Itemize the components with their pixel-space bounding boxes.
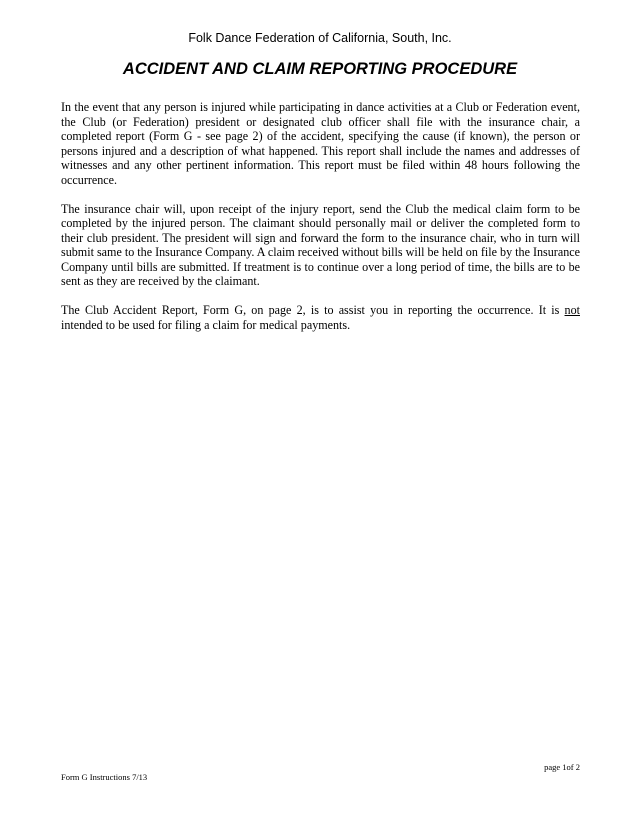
paragraph-form-purpose-start: The Club Accident Report, Form G, on page 2, is to assist you in reporting the occurrence. It is	[61, 303, 565, 317]
underlined-not: not	[564, 303, 580, 317]
form-identifier: Form G Instructions 7/13	[61, 772, 148, 782]
organization-name: Folk Dance Federation of California, South, Inc.	[188, 31, 452, 45]
paragraph-form-purpose-end: intended to be used for filing a claim for medical payments.	[61, 317, 351, 332]
paragraph-reporting: In the event that any person is injured while participating in dance activities at a Club or Federation event, the Club (or Federation) president or designated club officer shall file with the insurance chair, a completed report (Form G - see page 2) of the accident, specifying the cause (if known), the person or persons injured and a description of what happened. This report shall include the names and addresses of witnesses and any other pertinent information. This report must be filed within 48 hours following the occurrence.	[61, 100, 580, 187]
paragraph-form-purpose	[61, 303, 580, 332]
paragraph-claim-process: The insurance chair will, upon receipt of the injury report, send the Club the medical claim form to be completed by the injured person. The claimant should personally mail or deliver the completed form to their club president. The president will sign and forward the form to the insurance chair, who in turn will submit same to the Insurance Company. A claim received without bills will be held on file by the Insurance Company until bills are submitted. If treatment is to continue over a long period of time, the bills are to be sent as they are received by the claimant.	[61, 201, 580, 288]
page-number: page 1of 2	[544, 762, 580, 772]
page-title: ACCIDENT AND CLAIM REPORTING PROCEDURE	[122, 60, 518, 78]
document-body	[61, 100, 580, 347]
